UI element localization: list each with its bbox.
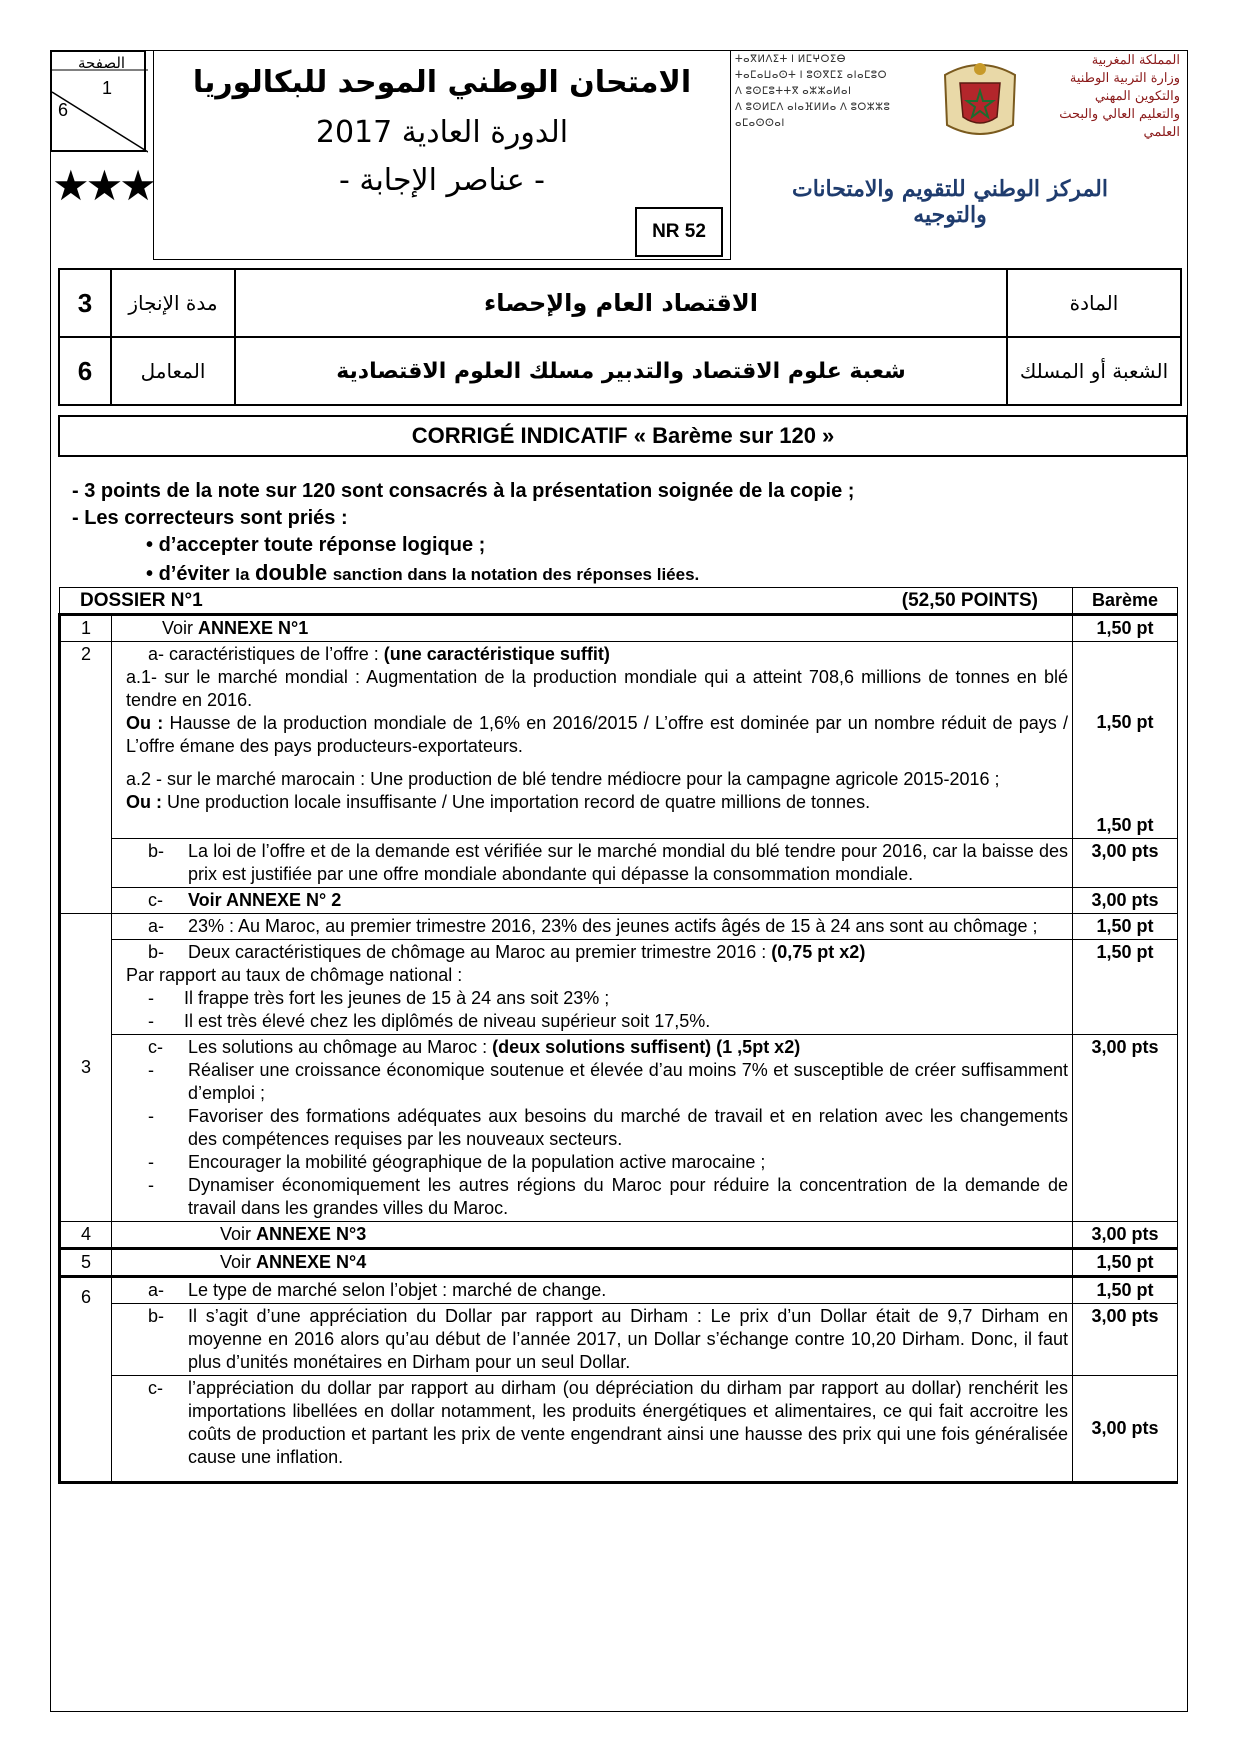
list-item: - Encourager la mobilité géographique de la population active marocaine ; — [148, 1152, 766, 1172]
question-number: 1 — [60, 615, 112, 642]
duration-label: مدة الإنجاز — [111, 269, 235, 337]
instruction-bullet: • d’accepter toute réponse logique ; — [146, 534, 486, 556]
answer-text: Hausse de la production mondiale de 1,6% en 2016/2015 / L’offre est dominée par un nombre réduit de pays / L’offre émane des pays producteurs-exportateurs. — [126, 713, 1068, 756]
points: 1,50 pt — [1096, 712, 1154, 732]
points: 3,00 pts — [1073, 888, 1178, 914]
page-total: 6 — [58, 100, 69, 120]
list-item: - Favoriser des formations adéquates aux besoins du marché de travail et en relation avec les changements des compétences requises par les nouveaux secteurs. — [148, 1106, 1068, 1149]
answer-cell — [112, 888, 1073, 914]
answer-text: Une production locale insuffisante / Une importation record de quatre millions de tonnes. — [162, 792, 871, 812]
ministry-line: والتكوين المهني — [1094, 89, 1180, 104]
answer-text: a.2 - sur le marché marocain : Une production de blé tendre médiocre pour la campagne agricole 2015-2016 ; — [126, 769, 1000, 789]
exam-info-table — [58, 268, 1182, 406]
dossier-header — [60, 588, 1073, 615]
ministry-line: والتعليم العالي والبحث العلمي — [1059, 107, 1180, 140]
page-number-box — [50, 50, 146, 152]
list-item: - Dynamiser économiquement les autres régions du Maroc pour réduire la concentration de la demande de travail dans les grandes villes du Maroc. — [148, 1175, 1068, 1218]
item-label: b- — [148, 1306, 165, 1326]
answer-cell — [112, 1035, 1073, 1222]
exam-center-name: المركز الوطني للتقويم والامتحانات والتوجيه — [792, 176, 1108, 228]
item-label: c- — [148, 890, 163, 910]
branch-name: شعبة علوم الاقتصاد والتدبير مسلك العلوم الاقتصادية — [235, 337, 1007, 405]
duration-value: 3 — [59, 269, 111, 337]
ministry-text — [1030, 52, 1180, 142]
exam-subtitle: - عناصر الإجابة - — [339, 163, 545, 198]
subject-name: الاقتصاد العام والإحصاء — [235, 269, 1007, 337]
item-label: b- — [148, 942, 165, 962]
answer-text: a- caractéristiques de l’offre : — [148, 644, 384, 664]
points: 1,50 pt — [1073, 940, 1178, 1035]
points: 3,00 pts — [1073, 1222, 1178, 1249]
answer-text: Les solutions au chômage au Maroc : — [188, 1037, 493, 1057]
answer-text: Voir — [220, 1252, 257, 1272]
annex-ref: ANNEXE N°4 — [256, 1252, 367, 1272]
question-number: 5 — [60, 1249, 112, 1277]
points-cell — [1073, 642, 1178, 839]
points: 1,50 pt — [1096, 815, 1154, 835]
table-row — [60, 888, 1178, 914]
table-row — [60, 615, 1178, 642]
table-row — [60, 914, 1178, 940]
amazigh-line: ⵜⴰⴳⵍⴷⵉⵜ ⵏ ⵍⵎⵖⵔⵉⴱ — [735, 54, 847, 65]
amazigh-line: ⵜⴰⵎⴰⵡⴰⵙⵜ ⵏ ⵓⵙⴳⵎⵉ ⴰⵏⴰⵎⵓⵔ — [735, 70, 887, 81]
table-row — [60, 1304, 1178, 1376]
bullet-text: la — [235, 565, 250, 584]
points: 3,00 pts — [1073, 1035, 1178, 1222]
annex-ref: ANNEXE N°3 — [256, 1224, 367, 1244]
answer-cell — [112, 940, 1073, 1035]
answer-cell — [112, 615, 1073, 642]
item-label: a- — [148, 916, 165, 936]
instruction-line: - Les correcteurs sont priés : — [72, 507, 348, 529]
table-row — [60, 1277, 1178, 1304]
page-number: 1 — [102, 78, 113, 98]
item-label: c- — [148, 1378, 163, 1398]
question-number: 3 — [60, 914, 112, 1222]
annex-ref: Voir ANNEXE N° 2 — [188, 890, 342, 910]
ministry-line: المملكة المغربية — [1091, 53, 1180, 68]
annex-ref: ANNEXE N°1 — [198, 618, 309, 638]
table-row — [60, 642, 1178, 839]
bullet-text: d’éviter — [158, 563, 230, 585]
answer-note: (une caractéristique suffit) — [383, 644, 610, 664]
exam-session: الدورة العادية 2017 — [315, 115, 569, 150]
dossier-title: DOSSIER N°1 — [80, 590, 203, 611]
question-number: 6 — [60, 1277, 112, 1483]
answer-text: a.1- sur le marché mondial : Augmentation de la production mondiale qui a atteint 708,6 millions de tonnes en blé tendre en 2016. — [126, 667, 1068, 710]
list-text: Il frappe très fort les jeunes de 15 à 24 ans soit 23% ; — [184, 988, 610, 1008]
amazigh-line: ⴷ ⵓⵙⵍⵎⴷ ⴰⵏⴰⴼⵍⵍⴰ ⴷ ⵓⵔⵣⵣⵓ ⴰⵎⴰⵙⵙⴰⵏ — [735, 102, 891, 129]
amazigh-ministry-text — [735, 52, 935, 132]
item-label: c- — [148, 1037, 163, 1057]
answer-note: (0,75 pt x2) — [771, 942, 866, 962]
table-row — [60, 1222, 1178, 1249]
branch-label: الشعبة أو المسلك — [1007, 337, 1181, 405]
page-label: الصفحة — [78, 54, 126, 72]
list-item: - Réaliser une croissance économique soutenue et élevée d’au moins 7% et susceptible de créer suffisamment d’emploi ; — [148, 1060, 1068, 1103]
answer-cell — [112, 914, 1073, 940]
question-number: 2 — [60, 642, 112, 914]
ministry-line: وزارة التربية الوطنية — [1069, 71, 1180, 86]
or-label: Ou : — [126, 713, 164, 733]
coef-value: 6 — [59, 337, 111, 405]
answer-text: Deux caractéristiques de chômage au Maroc au premier trimestre 2016 : — [188, 942, 772, 962]
answer-cell — [112, 839, 1073, 888]
coef-label: المعامل — [111, 337, 235, 405]
question-number: 4 — [60, 1222, 112, 1249]
list-text: Réaliser une croissance économique soutenue et élevée d’au moins 7% et susceptible de créer suffisamment d’emploi ; — [188, 1060, 1068, 1103]
list-text: Dynamiser économiquement les autres régions du Maroc pour réduire la concentration de la demande de travail dans les grandes villes du Maroc. — [188, 1175, 1068, 1218]
list-item: - Il frappe très fort les jeunes de 15 à 24 ans soit 23% ; — [148, 988, 610, 1008]
answer-cell — [112, 1277, 1073, 1304]
bullet-text: d’accepter toute réponse logique ; — [158, 534, 486, 556]
coat-of-arms-icon — [935, 55, 1025, 145]
answer-cell — [112, 1304, 1073, 1376]
answer-text: Voir — [162, 618, 199, 638]
table-row — [60, 1035, 1178, 1222]
list-item: - Il est très élevé chez les diplômés de niveau supérieur soit 17,5%. — [148, 1011, 711, 1031]
answer-text: l’appréciation du dollar par rapport au dirham (ou dépréciation du dirham par rapport au dollar) renchérit les importations libellées en dollar notamment, les produits énergétiques et alimentaires, ce qui fait accroitre les coûts de production et partant les prix de vente engendrant ainsi une hausse des prix qui une fois généralisée cause une inflation. — [188, 1378, 1068, 1467]
answer-text: Il s’agit d’une appréciation du Dollar par rapport au Dirham : Le prix d’un Dollar était de 9,7 Dirham en moyenne en 2016 alors qu’au début de l’année 2017, un Dollar s’échange contre 10,20 Dirham. Donc, il faut plus d’unités monétaires en Dirham pour un seul Dollar. — [188, 1306, 1068, 1372]
answer-cell — [112, 642, 1073, 839]
amazigh-line: ⴷ ⵓⵙⵎⵓⵜⵜⴳ ⴰⵣⵣⴰⵍⴰⵏ — [735, 86, 852, 97]
instructions — [72, 478, 854, 588]
difficulty-stars: ★★★ — [52, 162, 153, 209]
corrige-title: CORRIGÉ INDICATIF « Barème sur 120 » — [58, 415, 1188, 457]
table-row — [60, 940, 1178, 1035]
item-label: a- — [148, 1280, 165, 1300]
points: 3,00 pts — [1073, 839, 1178, 888]
list-text: Il est très élevé chez les diplômés de niveau supérieur soit 17,5%. — [184, 1011, 711, 1031]
points: 3,00 pts — [1073, 1376, 1178, 1483]
answer-note: (deux solutions suffisent) (1 ,5pt x2) — [492, 1037, 801, 1057]
answer-text: Par rapport au taux de chômage national : — [126, 965, 463, 985]
answer-text: Voir — [220, 1224, 257, 1244]
table-row — [60, 1376, 1178, 1483]
bullet-text: double — [255, 560, 328, 585]
table-row — [60, 839, 1178, 888]
table-row — [60, 1249, 1178, 1277]
answer-cell — [112, 1376, 1073, 1483]
instruction-bullet: • d’éviter la double sanction dans la notation des réponses liées. — [146, 560, 700, 585]
answer-cell — [112, 1249, 1073, 1277]
answers-table — [58, 587, 1178, 1484]
points: 3,00 pts — [1073, 1304, 1178, 1376]
points: 1,50 pt — [1073, 1277, 1178, 1304]
points: 1,50 pt — [1073, 914, 1178, 940]
dossier-points: (52,50 POINTS) — [901, 590, 1038, 611]
answer-text: 23% : Au Maroc, au premier trimestre 2016, 23% des jeunes actifs âgés de 15 à 24 ans sont au chômage ; — [188, 916, 1038, 936]
subject-label: المادة — [1007, 269, 1181, 337]
list-text: Encourager la mobilité géographique de la population active marocaine ; — [188, 1152, 766, 1172]
list-text: Favoriser des formations adéquates aux besoins du marché de travail et en relation avec les changements des compétences requises par les nouveaux secteurs. — [188, 1106, 1068, 1149]
answer-cell — [112, 1222, 1073, 1249]
answer-text: La loi de l’offre et de la demande est vérifiée sur le marché mondial du blé tendre pour 2016, car la baisse des prix est justifiée par une offre mondiale abondante qui dépasse la consommation mondiale. — [188, 841, 1068, 884]
answer-text: Le type de marché selon l’objet : marché de change. — [188, 1280, 607, 1300]
or-label: Ou : — [126, 792, 162, 812]
points: 1,50 pt — [1073, 615, 1178, 642]
item-label: b- — [148, 841, 165, 861]
points: 1,50 pt — [1073, 1249, 1178, 1277]
exam-code: NR 52 — [635, 207, 723, 257]
instruction-line: - 3 points de la note sur 120 sont consacrés à la présentation soignée de la copie ; — [72, 480, 855, 502]
bareme-header: Barème — [1073, 588, 1178, 615]
exam-title: الامتحان الوطني الموحد للبكالوريا — [192, 65, 692, 100]
bullet-text: sanction dans la notation des réponses liées. — [332, 565, 700, 584]
